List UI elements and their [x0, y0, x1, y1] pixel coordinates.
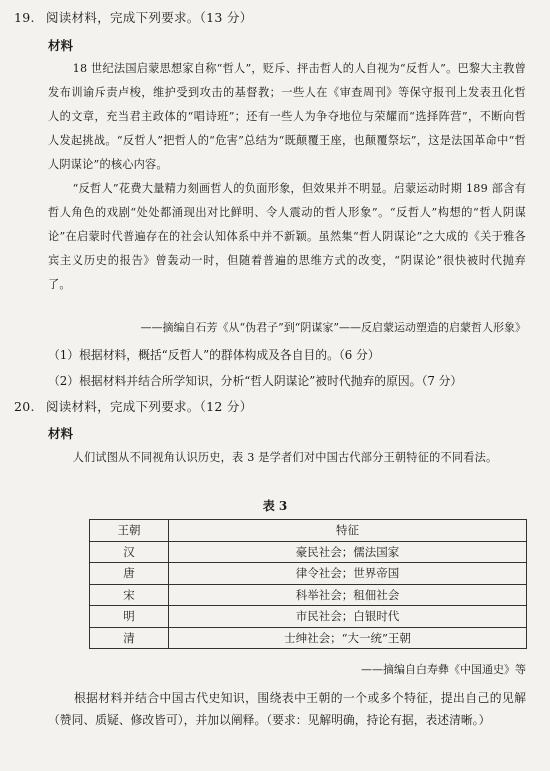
table-title: 表 3	[262, 499, 288, 513]
table-row	[90, 584, 527, 606]
dynasty-cell: 清	[90, 627, 169, 649]
q19-subquestion-1: （1）根据材料，概括“反哲人”的群体构成及各自目的。（6 分）	[48, 348, 380, 362]
table-row	[90, 563, 527, 585]
table-row	[90, 541, 527, 563]
q19-source: ——摘编自石芳《从“伪君子”到“阴谋家”——反启蒙运动塑造的启蒙哲人形象》	[140, 321, 526, 334]
q20-material-label: 材料	[48, 426, 74, 441]
q19-number: 19.	[14, 10, 35, 25]
table-header-feature: 特征	[169, 520, 527, 542]
q20-number: 20.	[14, 399, 35, 414]
dynasty-table	[89, 519, 527, 649]
q19-title: 阅读材料，完成下列要求。（13 分）	[46, 10, 253, 25]
q19-paragraph-2: “反哲人”花费大量精力刻画哲人的负面形象，但效果并不明显。启蒙运动时期 189 部含有哲人角色的戏剧“处处都涌现出对比鲜明、令人震动的哲人形象”。“反哲人”构想的“哲人阴谋论”在启蒙时代普遍存在的社会认知体系中并不新颖。虽然集“哲人阴谋论”之大成的《关于雅各宾主义历史的报告》曾轰动一时，但随着普遍的思维方式的改变，“阴谋论”很快被时代抛弃了。	[48, 182, 526, 291]
feature-cell: 科举社会；租佃社会	[169, 584, 527, 606]
q20-question-text: 根据材料并结合中国古代史知识，围绕表中王朝的一个或多个特征，提出自己的见解（赞同、质疑、修改皆可），并加以阐释。（要求：见解明确，持论有据，表述清晰。）	[48, 691, 526, 727]
q20-title: 阅读材料，完成下列要求。（12 分）	[46, 399, 253, 414]
q20-heading	[14, 397, 253, 415]
q19-heading	[14, 8, 253, 26]
dynasty-cell: 明	[90, 606, 169, 628]
q19-paragraph-1: 18 世纪法国启蒙思想家自称“哲人”，贬斥、抨击哲人的人自视为“反哲人”。巴黎大主教曾发布训谕斥责卢梭，维护受到攻击的基督教；一些人在《审查周刊》等保守报刊上发表丑化哲人的文章，充当君主政体的“唱诗班”；还有一些人为争夺地位与荣耀而“选择阵营”，不断向哲人发起挑战。“反哲人”把哲人的“危害”总结为“既颠覆王座，也颠覆祭坛”，这是法国革命中“哲人阴谋论”的核心内容。	[48, 62, 526, 171]
feature-cell: 豪民社会；儒法国家	[169, 541, 527, 563]
q20-source: ——摘编自白寿彝《中国通史》等	[361, 663, 526, 676]
feature-cell: 律令社会；世界帝国	[169, 563, 527, 585]
q20-intro	[48, 446, 526, 469]
q19-material	[48, 57, 526, 297]
q19-material-label: 材料	[48, 38, 74, 53]
q20-question	[48, 687, 526, 731]
feature-cell: 市民社会；白银时代	[169, 606, 527, 628]
q20-intro-text: 人们试图从不同视角认识历史，表 3 是学者们对中国古代部分王朝特征的不同看法。	[72, 451, 498, 464]
table-header-row	[90, 520, 527, 542]
table-header-dynasty: 王朝	[90, 520, 169, 542]
table-row	[90, 606, 527, 628]
table-row	[90, 627, 527, 649]
feature-cell: 士绅社会；“大一统”王朝	[169, 627, 527, 649]
dynasty-cell: 宋	[90, 584, 169, 606]
dynasty-cell: 汉	[90, 541, 169, 563]
q19-subquestion-2: （2）根据材料并结合所学知识，分析“哲人阴谋论”被时代抛弃的原因。（7 分）	[48, 374, 463, 388]
dynasty-cell: 唐	[90, 563, 169, 585]
